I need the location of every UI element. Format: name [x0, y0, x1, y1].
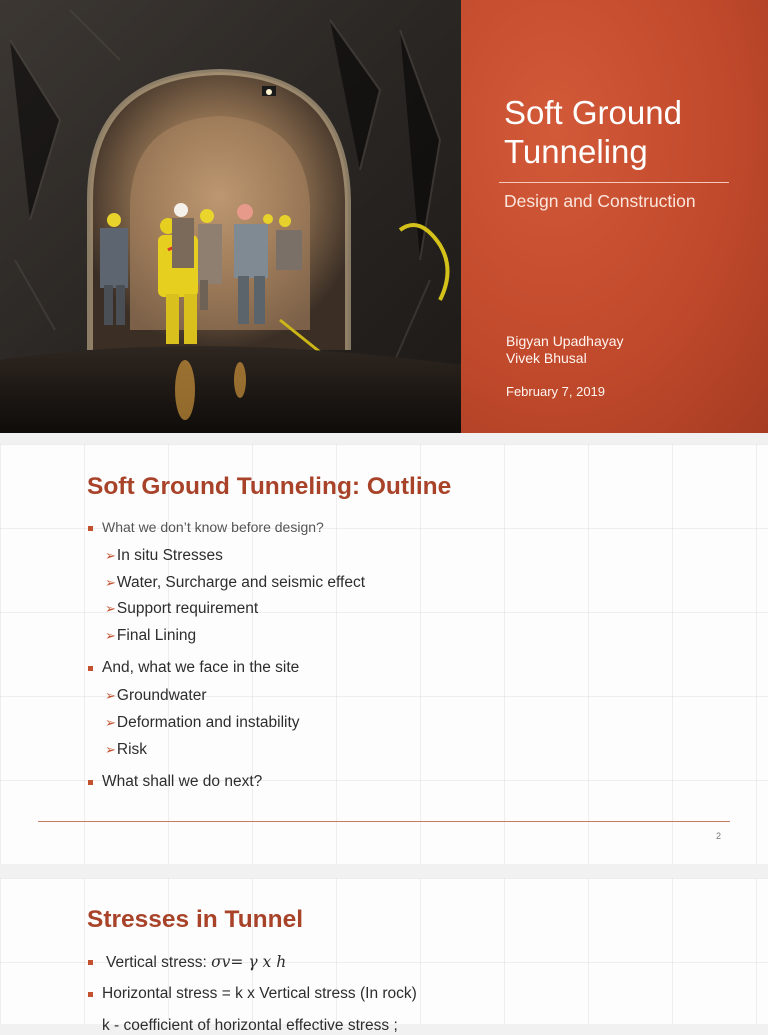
arrowhead-bullet-icon: ➢: [105, 715, 116, 730]
bullet-text: Water, Surcharge and seismic effect: [116, 574, 366, 591]
list-item: [105, 687, 207, 705]
bullet-text: What we don’t know before design?: [102, 519, 324, 535]
bullet-text: Deformation and instability: [116, 714, 300, 731]
list-item: [105, 714, 300, 732]
horizontal-stress-text: Horizontal stress = k x Vertical stress (In rock): [102, 985, 417, 1002]
square-bullet-icon: [88, 992, 93, 997]
title-divider: [499, 182, 729, 183]
arrowhead-bullet-icon: ➢: [105, 548, 116, 563]
slide-title: Soft Ground Tunneling: Outline: [87, 473, 452, 500]
tunnel-photo: [0, 0, 461, 433]
slide-title: Stresses in Tunnel: [87, 906, 304, 933]
stresses-slide: [0, 878, 768, 1034]
arrowhead-bullet-icon: ➢: [105, 628, 116, 643]
list-item: [87, 985, 417, 1003]
arrowhead-bullet-icon: ➢: [105, 688, 116, 703]
list-item: [105, 574, 365, 592]
page-number: 2: [716, 831, 722, 841]
arrowhead-bullet-icon: ➢: [105, 601, 116, 616]
bullet-text: And, what we face in the site: [102, 659, 300, 676]
bullet-text: Final Lining: [116, 627, 197, 644]
list-item: [87, 773, 262, 791]
bullet-text: In situ Stresses: [116, 547, 223, 564]
list-item: [105, 627, 196, 645]
square-bullet-icon: [88, 666, 93, 671]
arrowhead-bullet-icon: ➢: [105, 742, 116, 757]
author-name: Vivek Bhusal: [506, 350, 587, 366]
title-slide: [0, 0, 768, 433]
list-item: [105, 600, 258, 618]
list-item: [87, 519, 324, 535]
footer-divider: [38, 821, 730, 822]
list-item: [87, 953, 286, 972]
list-item: [105, 741, 147, 759]
bullet-text: What shall we do next?: [102, 773, 263, 790]
outline-slide: [0, 444, 768, 864]
list-item: [87, 659, 299, 677]
presentation-date: February 7, 2019: [506, 384, 606, 399]
vertical-stress-formula: σv= γ x h: [211, 953, 287, 971]
bullet-text: Risk: [116, 741, 148, 758]
list-item: [105, 547, 223, 565]
title-panel: [461, 0, 768, 433]
author-name: Bigyan Upadhayay: [506, 333, 624, 349]
arrowhead-bullet-icon: ➢: [105, 575, 116, 590]
presentation-title: Soft Ground Tunneling: [504, 94, 682, 170]
list-item: [87, 1017, 398, 1035]
square-bullet-icon: [88, 526, 93, 531]
partial-line-text: k - coefficient of horizontal effective stress ;: [102, 1017, 398, 1034]
presentation-subtitle: Design and Construction: [504, 191, 696, 211]
bullet-text: Groundwater: [116, 687, 207, 704]
square-bullet-icon: [88, 780, 93, 785]
vertical-stress-label: Vertical stress:: [106, 954, 207, 971]
bullet-text: Support requirement: [116, 600, 259, 617]
square-bullet-icon: [88, 960, 93, 965]
